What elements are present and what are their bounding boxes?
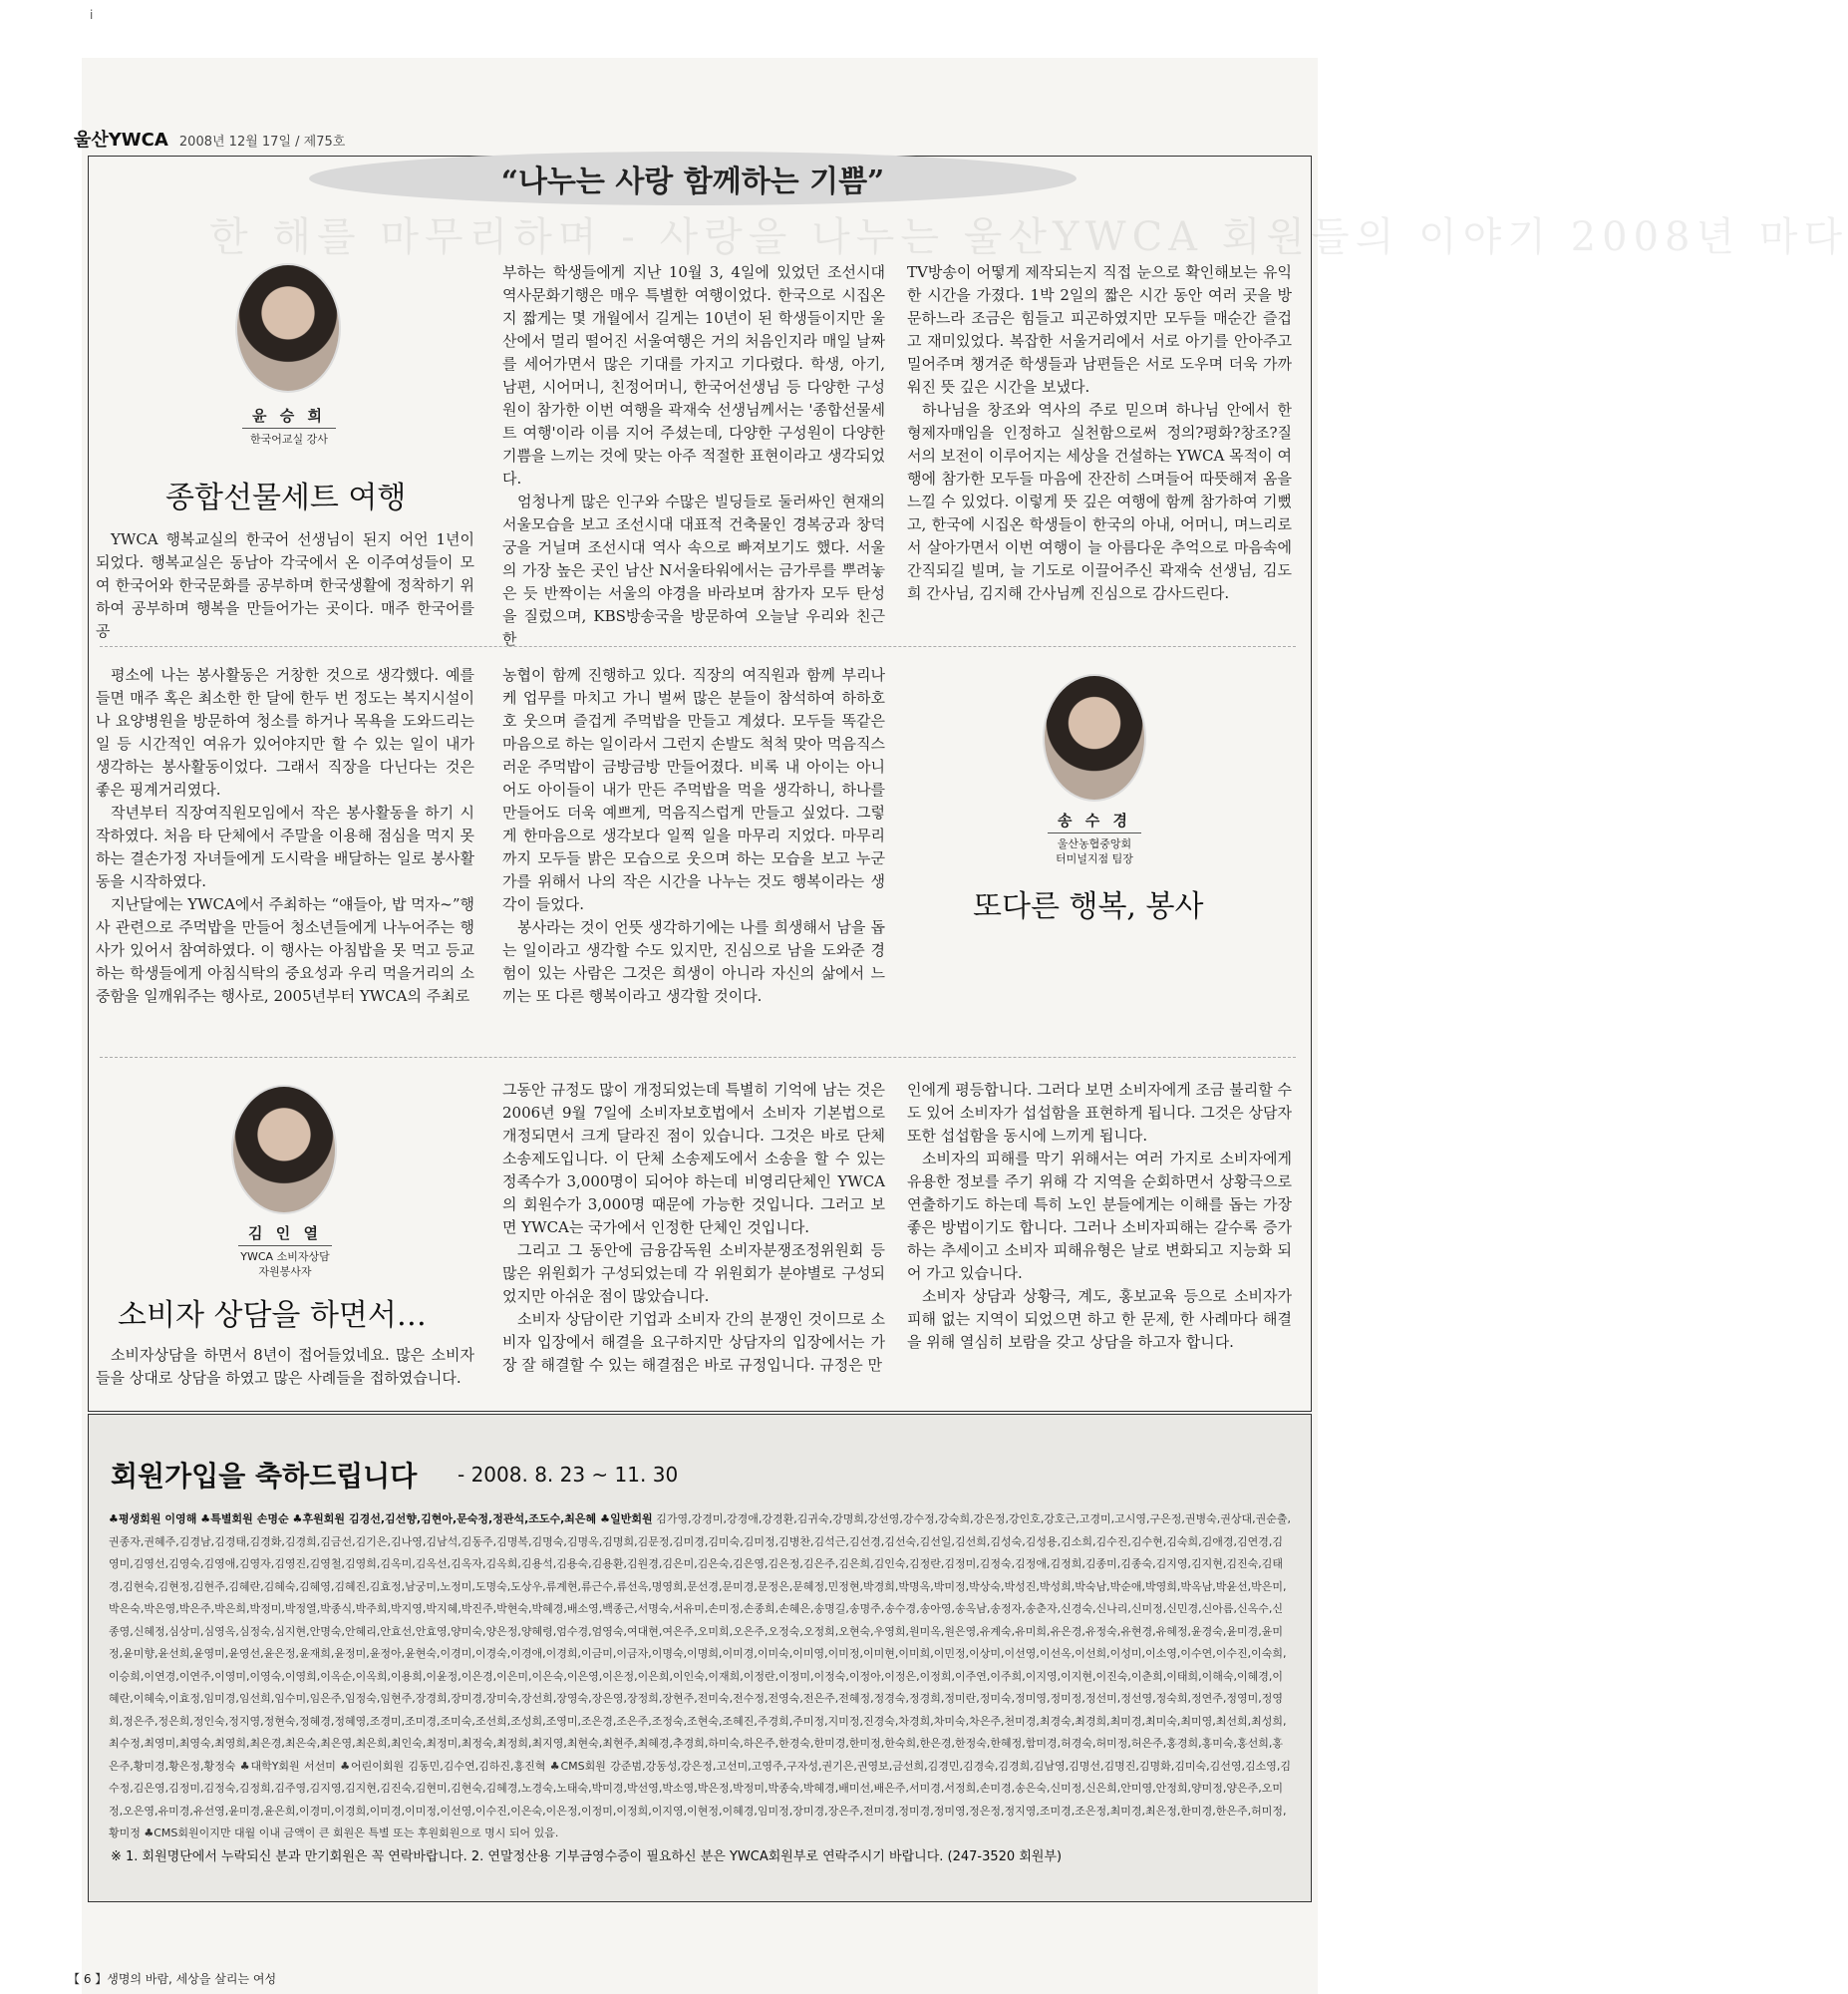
headline-consumer-counseling: 소비자 상담을 하면서… [118,1298,427,1333]
page-footer: 【 6 】생명의 바람, 세상을 살리는 여성 [68,1972,277,1986]
author-role: 터미널지점 팀장 [1056,852,1133,865]
paragraph: 소비자의 피해를 막기 위해서는 여러 가지로 소비자에게 유용한 정보를 주기 위해 각 지역을 순회하면서 상황극으로 연출하기도 하는데 특히 노인 분들에게는 이해를 돕는 가장 좋은 방법이기도 합니다. 그러나 소비자피해는 갈수록 증가하는 추세이고 소비자 피해유형은 날로 변화되고 지능화 되어 가고 있습니다. [907,1150,1292,1282]
paragraph: 그리고 그 동안에 금융감독원 소비자분쟁조정위원회 등 많은 위원회가 구성되었는데 각 위원회가 분야별로 구성되었지만 아쉬운 점이 많았습니다. [502,1241,885,1305]
byline-kim [195,1222,375,1279]
article2-col1 [96,664,474,1063]
article1-col2 [502,261,885,648]
masthead [74,126,345,152]
author-role: YWCA 소비자상담 [240,1250,330,1263]
author-role: 울산농협중앙회 [1057,837,1132,850]
article3-col2 [502,1079,885,1400]
byline-song [1007,810,1182,866]
article3-col3 [907,1079,1292,1400]
author-name: 송 수 경 [1048,810,1141,833]
author-role: 자원봉사자 [258,1265,312,1278]
section-divider [100,646,1296,647]
article1-col3 [907,261,1292,624]
paragraph: 그동안 규정도 많이 개정되었는데 특별히 기억에 남는 것은 2006년 9월 7일에 소비자보호법에서 소비자 기본법으로 개정되면서 크게 달라진 점이 있습니다. 그것은 바로 단체소송제도입니다. 이 단체 소송제도에서 소송을 할 수 있는 정족수가 3,000명이 되어야 하는데 비영리단체인 YWCA의 회원수가 3,000명 때문에 가능한 것입니다. 그러고 보면 YWCA는 국가에서 인정한 단체인 것입니다. [502,1081,885,1236]
section-banner: “나누는 사랑 함께하는 기쁨” [309,152,1077,205]
headline-gift-set-trip: 종합선물세트 여행 [165,481,407,515]
paragraph: 소비자 상담과 상황극, 계도, 홍보교육 등으로 소비자가 피해 없는 지역이 되었으면 하고 한 문제, 한 사례마다 해결을 위해 열심히 보람을 갖고 상담을 하고자 합니다. [907,1287,1292,1351]
new-members-box [88,1414,1312,1902]
paragraph: 봉사라는 것이 언뜻 생각하기에는 나를 희생해서 남을 돕는 일이라고 생각할 수도 있지만, 진심으로 남을 도와준 경험이 있는 사람은 그것은 희생이 아니라 자신의 삶에서 느끼는 또 다른 행복이라고 생각할 것이다. [502,918,885,1005]
byline-yoon [209,405,369,447]
masthead-logo: 울산YWCA [74,130,168,151]
paragraph: 소비자상담을 하면서 8년이 접어들었네요. 많은 소비자들을 상대로 상담을 하였고 많은 사례들을 접하였습니다. [96,1346,474,1387]
paragraph: 농협이 함께 진행하고 있다. 직장의 여직원과 함께 부리나케 업무를 마치고 가니 벌써 많은 분들이 참석하여 하하호호 웃으며 즐겁게 주먹밥을 만들고 계셨다. 모두들 똑같은 마음으로 하는 일이라서 그런지 손발도 척척 맞아 먹음직스러운 주먹밥이 금방금방 만들어졌다. 비록 내 아이는 아니어도 아이들이 내가 만든 주먹밥을 먹을 생각하니, 하나를 만들어도 더욱 예쁘게, 먹음직스럽게 만들고 싶었다. 그렇게 한마음으로 생각보다 일찍 일을 마무리 지었다. 마무리까지 모두들 밝은 모습으로 웃으며 하는 모습을 보고 누군가를 위해서 나의 작은 시간을 나누는 것도 행복이라는 생각이 들었다. [502,666,885,913]
author-photo-song [1043,674,1146,802]
article3-lead [96,1344,474,1390]
section-divider [100,1057,1296,1058]
scan-mark: ⅰ [90,8,94,22]
paragraph: 인에게 평등합니다. 그러다 보면 소비자에게 조금 불리할 수도 있어 소비자가 섭섭함을 표현하게 됩니다. 그것은 상담자 또한 섭섭함을 동시에 느끼게 됩니다. [907,1081,1292,1145]
author-photo-kim [231,1085,337,1214]
author-name: 김 인 열 [238,1222,332,1246]
author-photo-yoon [235,263,341,393]
paragraph: 평소에 나는 봉사활동은 거창한 것으로 생각했다. 예를 들면 매주 혹은 최소한 한 달에 한두 번 정도는 복지시설이나 요양병원을 방문하여 청소를 하거나 목욕을 도와드리는 일 등 시간적인 여유가 있어야지만 할 수 있는 일이 내가 생각하는 봉사활동이었다. 그래서 직장을 다닌다는 것은 좋은 핑계거리였다. [96,666,474,799]
paragraph: 작년부터 직장여직원모임에서 작은 봉사활동을 하기 시작하였다. 처음 타 단체에서 주말을 이용해 점심을 먹지 못하는 결손가정 자녀들에게 도시락을 배달하는 일로 봉사활동을 시작하였다. [96,804,474,890]
paragraph: 부하는 학생들에게 지난 10월 3, 4일에 있었던 조선시대 역사문화기행은 매우 특별한 여행이었다. 한국으로 시집온 지 짧게는 몇 개월에서 길게는 10년이 된 학생들이지만 울산에서 멀리 떨어진 서울여행은 거의 처음인지라 매일 날짜를 세어가면서 많은 기대를 가지고 기다렸다. 학생, 아기, 남편, 시어머니, 친정어머니, 한국어선생님 등 다양한 구성원이 참가한 이번 여행을 곽재숙 선생님께서는 '종합선물세트 여행'이라 이름 지어 주셨는데, 다양한 구성원이 다양한 기쁨을 느끼는 것에 맞는 아주 적절한 표현이라고 생각되었다. [502,263,885,488]
paragraph: 하나님을 창조와 역사의 주로 믿으며 하나님 안에서 한 형제자매임을 인정하고 실천함으로써 정의?평화?창조?질서의 보전이 이루어지는 세상을 건설하는 YWCA 목적이 여행에 참가한 모두들 마음에 잔잔히 스며들어 따뜻해져 옴을 느낄 수 있었다. 이렇게 뜻 깊은 여행에 함께 참가하여 기뻤고, 한국에 시집온 학생들이 한국의 아내, 어머니, 며느리로서 살아가면서 이번 여행이 늘 아름다운 추억으로 마음속에 간직되길 빌며, 늘 기도로 이끌어주신 곽재숙 선생님, 김도희 간사님, 김지해 간사님께 진심으로 감사드린다. [907,401,1292,602]
bleedthrough-text: 한 해를 마무리하며 - 사랑을 나누는 울산YWCA 회원들의 이야기 2008년 마다 [209,214,1848,260]
headline-another-happiness: 또다른 행복, 봉사 [973,889,1204,924]
paragraph: YWCA 행복교실의 한국어 선생님이 된지 어언 1년이 되었다. 행복교실은 동남아 각국에서 온 이주여성들이 모여 한국어와 한국문화를 공부하며 한국생활에 정착하기 위하여 공부하며 행복을 만들어가는 곳이다. 매주 한국어를 공 [96,530,474,640]
paragraph: 소비자 상담이란 기업과 소비자 간의 분쟁인 것이므로 소비자 입장에서 해결을 요구하지만 상담자의 입장에서는 가장 잘 해결할 수 있는 해결점은 바로 규정입니다. 규정은 만 [502,1310,885,1374]
author-role: 한국어교실 강사 [250,433,328,446]
paragraph: 지난달에는 YWCA에서 주최하는 “얘들아, 밥 먹자~”행사 관련으로 주먹밥을 만들어 청소년들에게 나누어주는 행사가 있어서 참여하였다. 이 행사는 아침밥을 못 먹고 등교하는 학생들에게 아침식탁의 중요성과 우리 먹을거리의 소중함을 일깨워주는 행사로, 2005년부터 YWCA의 주최로 [96,895,474,1005]
members-title: 회원가입을 축하드립니다 [111,1460,418,1493]
article1-lead [96,528,474,643]
article2-col2 [502,664,885,1063]
masthead-date: 2008년 12월 17일 / 제75호 [178,135,346,150]
members-list-names: 김가영,강경미,강경애,강경환,김귀숙,강명희,강선영,강수정,강숙희,강은정,강인호,강호근,고경미,고시영,구은정,권병숙,권상대,권순출,권종자,권혜주,김경남,김경태,김경화,김경희,김금선,김기은,김나영,김남석,김동주,김명복,김명숙,김명옥,김명희,김문정,김미경,김미숙,김미정,김병찬,김석근,김선경,김선숙,김선일,김선희,김성숙,김성용,김소희,김수진,김수현,김숙희,김애경,김연경,김영미,김영선,김영숙,김영애,김영자,김영진,김영철,김영희,김옥미,김옥선,김옥자,김옥희,김용석,김용숙,김용환,김원경,김은미,김은숙,김은영,김은정,김은주,김은희,김인숙,김정란,김정미,김정숙,김정애,김정희,김종미,김종숙,김지영,김지현,김진숙,김태경,김현숙,김현정,김현주,김혜란,김혜숙,김혜영,김혜진,김효정,남궁미,노정미,도명숙,도상우,류계현,류근수,류선옥,명영희,문선경,문미경,문정은,문혜정,민정현,박경희,박명옥,박미정,박상숙,박성진,박성희,박숙남,박순애,박영희,박옥남,박윤선,박은미,박은숙,박은영,박은주,박은희,박정미,박정열,박종식,박주희,박지영,박지혜,박진주,박현숙,박혜경,배소영,백종근,서명숙,서유미,손미정,손종희,손혜은,송명길,송명주,송수경,송아영,송옥남,송정자,송춘자,신경숙,신나리,신미정,신민경,신아름,신옥수,신종영,신혜정,심상미,심영옥,심정숙,심지현,안명숙,안혜리,안효선,안효영,양미숙,양은정,양혜령,엄수경,엄영숙,여대현,여은주,오미희,오은주,오정숙,오정희,오현숙,우영희,원미옥,원은영,유계숙,유미희,유은경,유정숙,유현경,유혜정,윤경숙,윤미경,윤미정,윤미향,윤선희,윤영미,윤영선,윤은정,윤재희,윤정미,윤정아,윤현숙,이경미,이경숙,이경애,이경희,이금미,이금자,이명숙,이명희,이미경,이미숙,이미영,이미정,이미현,이미희,이민정,이상미,이선영,이선옥,이선희,이성미,이소영,이수연,이수진,이숙희,이승희,이연경,이연주,이영미,이영숙,이영희,이옥순,이옥희,이용희,이윤정,이은경,이은미,이은숙,이은영,이은정,이은희,이인숙,이재희,이정란,이정미,이정숙,이정아,이정은,이정희,이주연,이주희,이지영,이지현,이진숙,이춘희,이태희,이해숙,이혜경,이혜란,이혜숙,이효정,임미경,임선희,임수미,임은주,임정숙,임현주,장경희,장미경,장미숙,장선희,장영숙,장은영,장정희,장현주,전미숙,전수정,전영숙,전은주,전혜정,정경숙,정경희,정미란,정미숙,정미영,정미정,정선미,정선영,정숙희,정연주,정영미,정영희,정은주,정은희,정인숙,정지영,정현숙,정혜경,정혜영,조경미,조미경,조미숙,조선희,조성희,조영미,조은경,조은주,조정숙,조현숙,조혜진,주경희,주미정,지미정,진경숙,차경희,차미숙,차은주,천미경,최경숙,최경희,최미경,최미숙,최미영,최선희,최성희,최수정,최영미,최영숙,최영희,최은경,최은숙,최은영,최은희,최인숙,최정미,최정숙,최정희,최지영,최현숙,최현주,최혜경,추경희,하미숙,하은주,한경숙,한미경,한미정,한숙희,한은경,한정숙,한혜정,함미경,허경숙,허미정,허은주,홍경희,홍미숙,홍선희,홍은주,황미경,황은정,황정숙 ♣대학Y회원 서선미 ♣어린이회원 김동민,김수연,김하진,홍진혁 ♣CMS회원 강준범,강동성,강은정,고선미,고영주,구자성,권기은,권영보,금선희,김경민,김경숙,김경희,김남영,김명선,김명진,김명화,김미숙,김선영,김소영,김수정,김은영,김정미,김정숙,김정희,김주영,김지영,김지현,김진숙,김현미,김현숙,김혜경,노경숙,노태숙,박미경,박선영,박소영,박은정,박정미,박종숙,박혜경,배미선,배은주,서미경,서정희,손미경,송은숙,신미정,신은희,안미영,안정희,양미정,양은주,오미정,오은영,유미경,유선영,윤미경,윤은희,이경미,이경희,이미경,이미정,이선영,이수진,이은숙,이은정,이정미,이정희,이지영,이현정,이혜경,임미정,장미경,장은주,전미경,정미경,정미영,정은정,정지영,조미경,조은정,최미경,최은정,한미경,한은주,허미정,황미정 ♣CMS회원이지만 대월 이내 금액이 큰 회원은 특별 또는 후원회원으로 명시 되어 있음. [109,1512,1291,1839]
paragraph: TV방송이 어떻게 제작되는지 직접 눈으로 확인해보는 유익한 시간을 가졌다. 1박 2일의 짧은 시간 동안 여러 곳을 방문하느라 조금은 힘들고 피곤하였지만 모두들 매순간 즐겁고 재미있었다. 복잡한 서울거리에서 서로 아기를 안아주고 밀어주며 챙겨준 학생들과 남편들은 서로 도우며 더욱 가까워진 뜻 깊은 시간을 보냈다. [907,263,1292,396]
members-date-range: - 2008. 8. 23 ~ 11. 30 [458,1463,679,1487]
members-list [109,1508,1291,1839]
members-note: ※ 1. 회원명단에서 누락되신 분과 만기회원은 꼭 연락바랍니다. 2. 연말정산용 기부금영수증이 필요하신 분은 YWCA회원부로 연락주시기 바랍니다. (247-3520 회원부) [111,1849,1063,1864]
members-list-intro: ♣평생회원 이영해 ♣특별회원 손명순 ♣후원회원 김경선,김선향,김현아,문숙정,정관석,조도수,최은혜 ♣일반회원 [109,1512,653,1525]
paragraph: 엄청나게 많은 인구와 수많은 빌딩들로 둘러싸인 현재의 서울모습을 보고 조선시대 대표적 건축물인 경복궁과 창덕궁을 거닐며 조선시대 역사 속으로 빠져보기도 했다. 서울의 가장 높은 곳인 남산 N서울타워에서는 금가루를 뿌려놓은 듯 반짝이는 서울의 야경을 바라보며 참가자 모두 탄성을 질렀으며, KBS방송국을 방문하여 오늘날 우리와 친근한 [502,493,885,648]
author-name: 윤 승 희 [242,405,336,429]
